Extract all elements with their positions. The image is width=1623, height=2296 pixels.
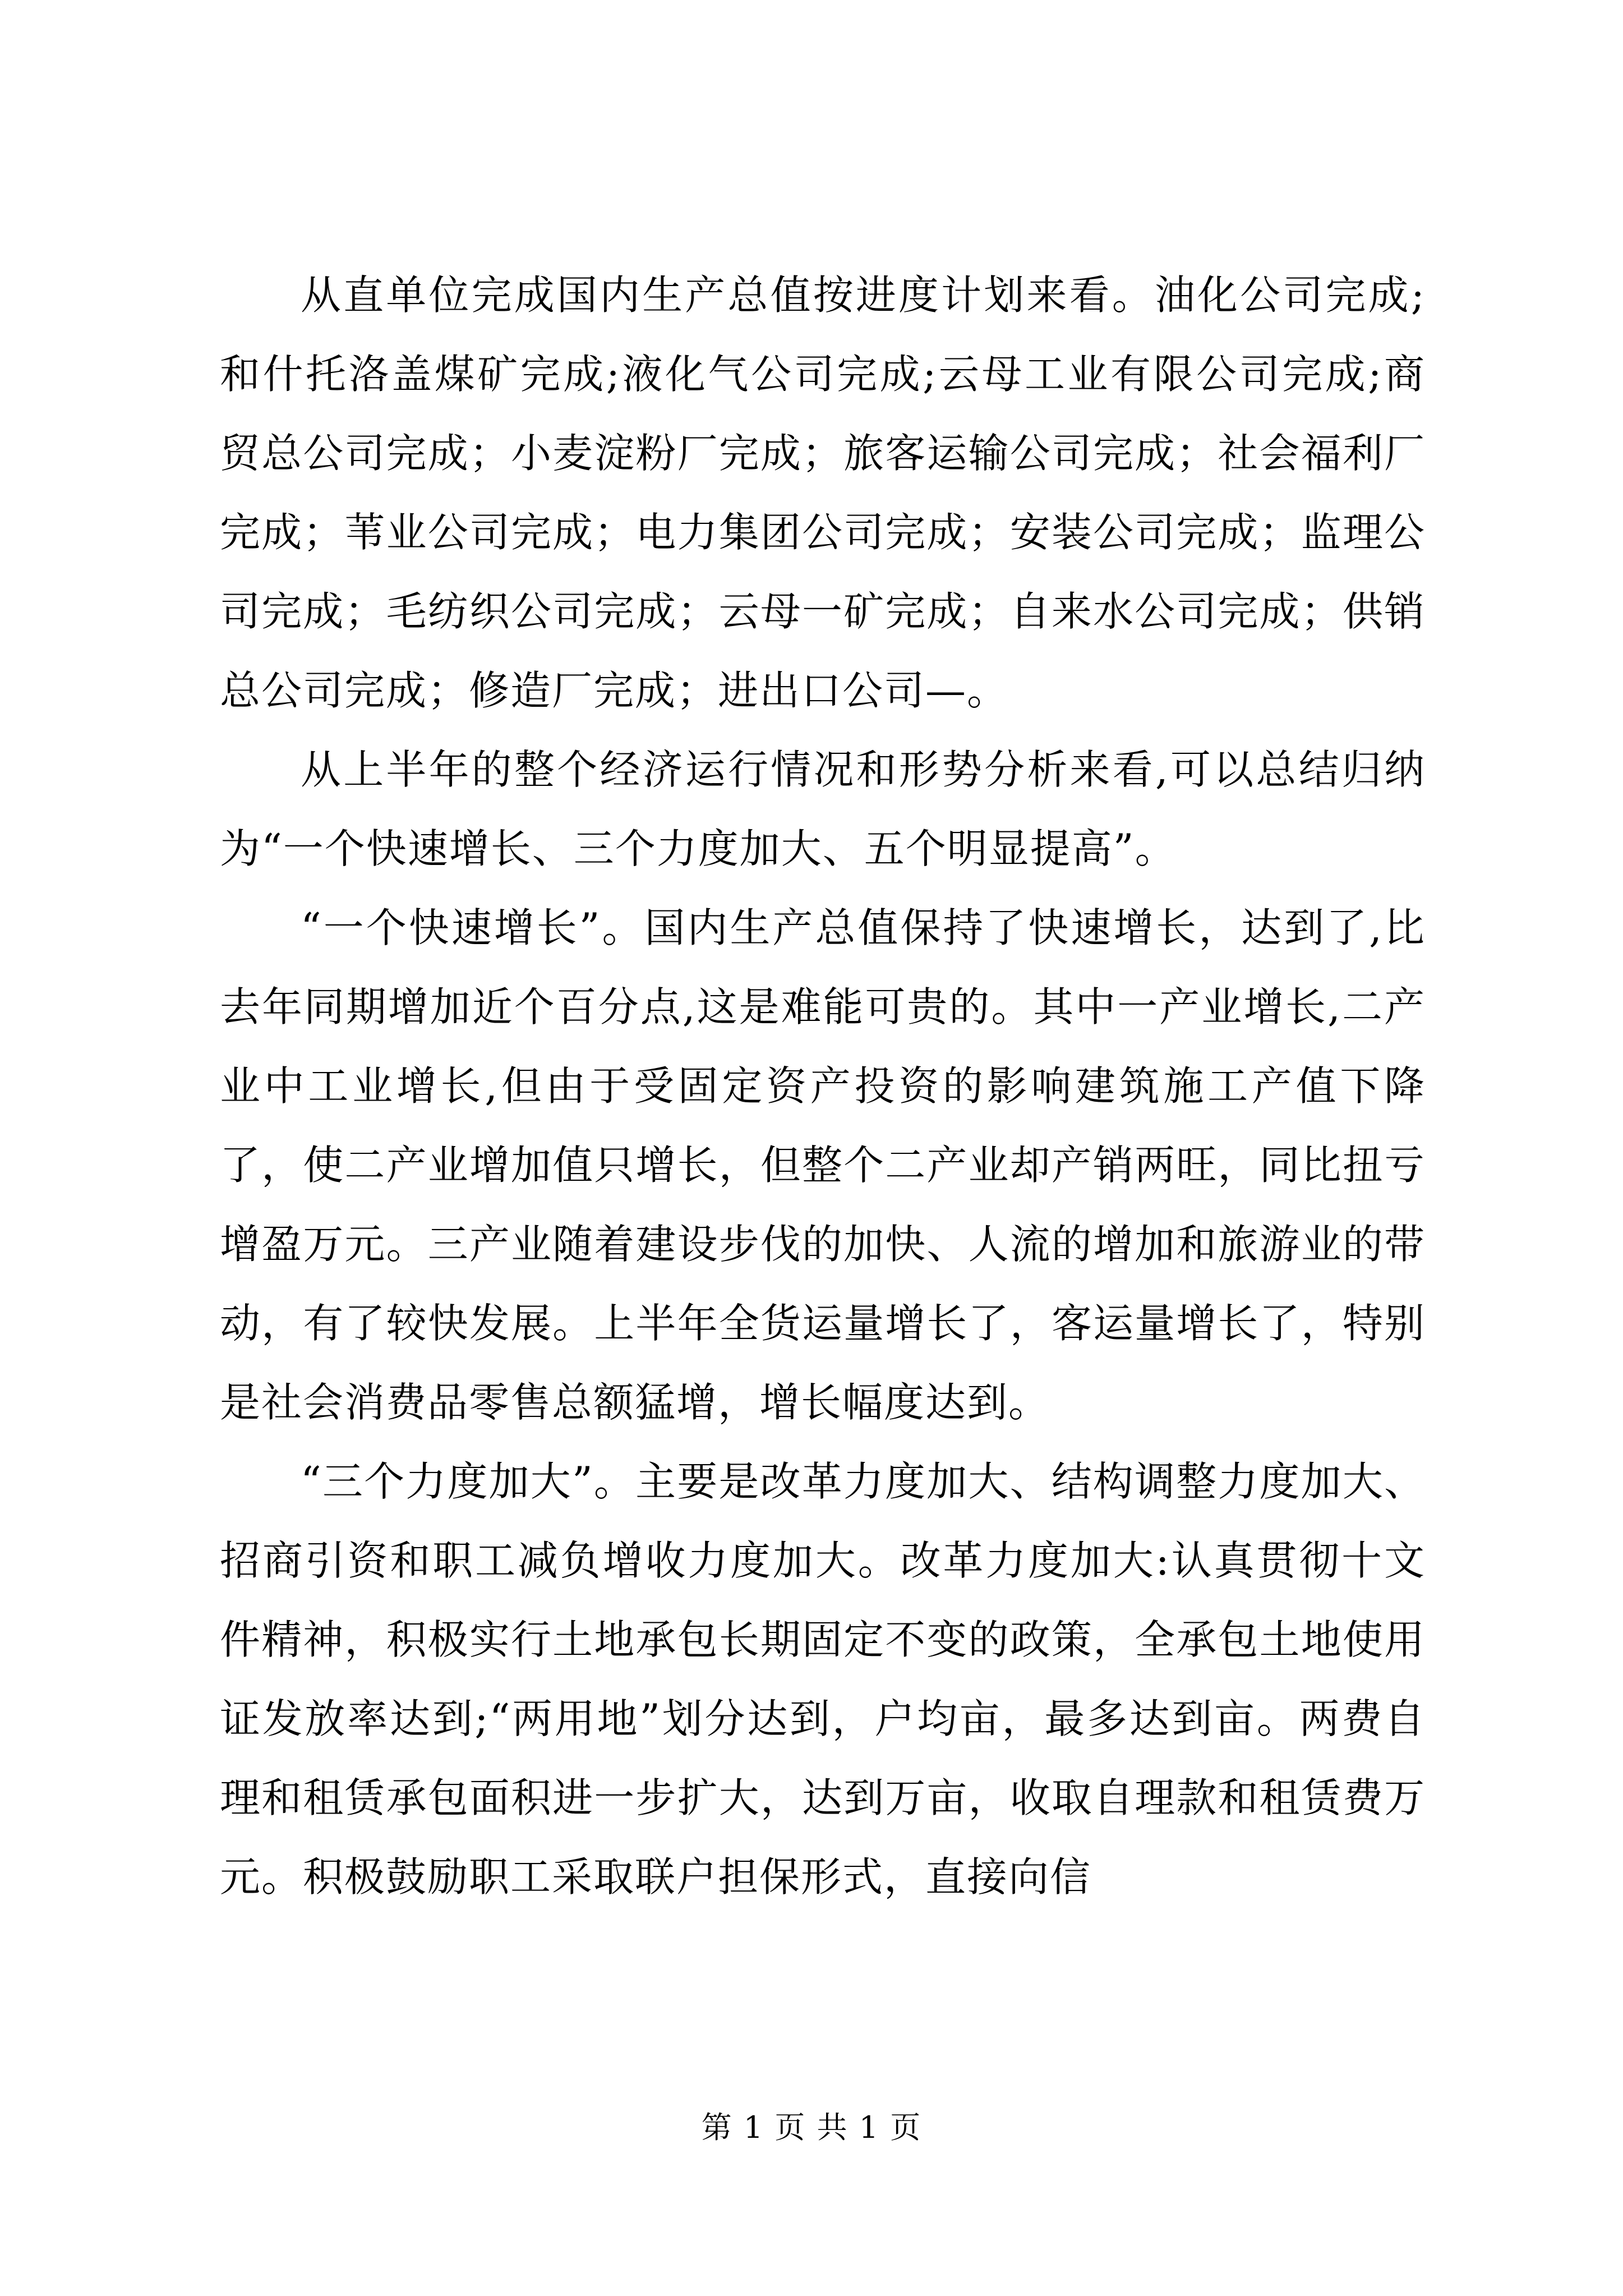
paragraph-3: “一个快速增长”。国内生产总值保持了快速增长，达到了,比去年同期增加近个百分点,这是难能可贵的。其中一产业增长,二产业中工业增长,但由于受固定资产投资的影响建筑施工产值下降了，使二产业增加值只增长，但整个二产业却产销两旺，同比扭亏增盈万元。三产业随着建设步伐的加快、人流的增加和旅游业的带动，有了较快发展。上半年全货运量增长了，客运量增长了，特别是社会消费品零售总额猛增，增长幅度达到。 <box>220 904 1426 1426</box>
paragraph-2: 从上半年的整个经济运行情况和形势分析来看,可以总结归纳为“一个快速增长、三个力度加大、五个明显提高”。 <box>220 746 1426 872</box>
document-body <box>220 256 1426 1917</box>
page-footer: 第 1 页 共 1 页 <box>701 2110 922 2145</box>
paragraph-4: “三个力度加大”。主要是改革力度加大、结构调整力度加大、招商引资和职工减负增收力度加大。改革力度加大:认真贯彻十文件精神，积极实行土地承包长期固定不变的政策，全承包土地使用证发放率达到;“两用地”划分达到，户均亩，最多达到亩。两费自理和租赁承包面积进一步扩大，达到万亩，收取自理款和租赁费万元。积极鼓励职工采取联户担保形式，直接向信 <box>220 1458 1426 1901</box>
paragraph-1: 从直单位完成国内生产总值按进度计划来看。油化公司完成;和什托洛盖煤矿完成;液化气公司完成;云母工业有限公司完成;商贸总公司完成；小麦淀粉厂完成；旅客运输公司完成；社会福利厂完成；苇业公司完成；电力集团公司完成；安装公司完成；监理公司完成；毛纺织公司完成；云母一矿完成；自来水公司完成；供销总公司完成；修造厂完成；进出口公司—。 <box>220 272 1426 714</box>
